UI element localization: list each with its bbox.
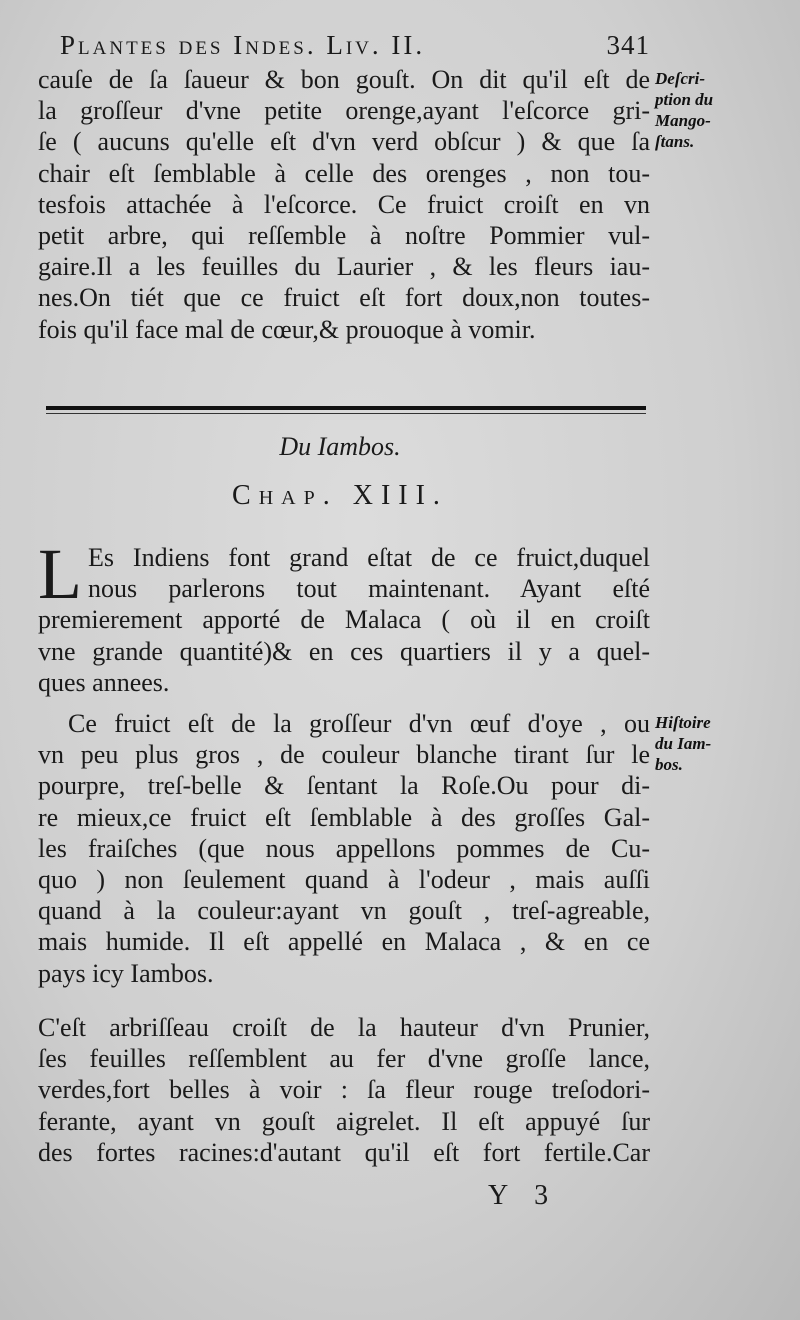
text-line: cauſe de ſa ſaueur & bon gouſt. On dit qu'il eſt de: [38, 65, 650, 94]
text-line: nes.On tiét que ce fruict eſt fort doux,non toutes-: [38, 283, 650, 313]
text-line: des fortes racines:d'autant qu'il eſt fort fertile.Car: [38, 1137, 650, 1167]
margin-note-iambos: [655, 712, 755, 775]
section-mangostans: [38, 64, 650, 345]
margin-note-line: bos.: [655, 755, 683, 774]
margin-note-line: Hiſtoire: [655, 713, 711, 732]
text-line: vne grande quantité)& en ces quartiers il y a quel-: [38, 636, 650, 666]
chapter-heading: Chap. XIII.: [232, 480, 448, 511]
running-title: Plantes des Indes. Liv. II.: [60, 30, 426, 60]
text-line: vn peu plus gros , de couleur blanche tirant ſur le: [38, 740, 650, 770]
text-line: re mieux,ce fruict eſt ſemblable à des groſſes Gal-: [38, 802, 650, 832]
drop-cap: L: [38, 534, 82, 614]
text-line: pays icy Iambos.: [38, 958, 214, 988]
text-line: nous parlerons tout maintenant. Ayant eſté: [87, 574, 650, 604]
text-line: tesfois attachée à l'eſcorce. Ce fruict croiſt en vn: [38, 189, 650, 219]
text-line: ſes feuilles reſſemblent au fer d'vne groſſe lance,: [38, 1044, 650, 1074]
margin-note-line: Mango-: [655, 111, 711, 130]
text-line: fois qu'il face mal de cœur,& prouoque à vomir.: [38, 314, 536, 344]
section-divider-thin: [46, 413, 646, 414]
margin-note-mangostans: [655, 68, 755, 152]
text-line: verdes,fort belles à voir : ſa fleur rouge treſodori-: [38, 1075, 650, 1105]
paragraph-tree: [38, 1012, 650, 1168]
running-header: [60, 30, 650, 61]
text-line: ferante, ayant vn gouſt aigrelet. Il eſt appuyé ſur: [38, 1106, 650, 1136]
text-line: la groſſeur d'vne petite orenge,ayant l'eſcorce gri-: [38, 96, 650, 126]
paragraph-intro: [38, 534, 650, 698]
text-line: ques annees.: [38, 667, 170, 697]
text-line: gaire.Il a les feuilles du Laurier , & les fleurs iau-: [38, 252, 650, 282]
page-number: 341: [606, 30, 650, 60]
text-line: chair eſt ſemblable à celle des orenges , non tou-: [38, 158, 650, 188]
section-divider: [46, 406, 646, 410]
text-line: ſe ( aucuns qu'elle eſt d'vn verd obſcur ) & que ſa: [38, 127, 650, 157]
text-line: premierement apporté de Malaca ( où il en croiſt: [38, 605, 650, 635]
margin-note-line: ſtans.: [655, 132, 695, 151]
paragraph-description: [38, 708, 650, 989]
section-subtitle: Du Iambos.: [279, 432, 401, 461]
text-line: quo ) non ſeulement quand à l'odeur , mais auſſi: [38, 865, 650, 895]
signature-mark: Y 3: [488, 1180, 559, 1211]
text-line: Ce fruict eſt de la groſſeur d'vn œuf d'oye , ou: [68, 709, 650, 738]
text-line: petit arbre, qui reſſemble à noſtre Pommier vul-: [38, 221, 650, 251]
margin-note-line: ption du: [655, 90, 714, 109]
text-line: les fraiſches (que nous appellons pommes de Cu-: [38, 833, 650, 863]
text-line: Es Indiens font grand eſtat de ce fruict,duquel: [87, 543, 650, 572]
text-line: mais humide. Il eſt appellé en Malaca , & en ce: [38, 927, 650, 957]
text-line: pourpre, treſ-belle & ſentant la Roſe.Ou pour di-: [38, 771, 650, 801]
text-line: quand à la couleur:ayant vn gouſt , treſ-agreable,: [38, 896, 650, 926]
text-line: C'eſt arbriſſeau croiſt de la hauteur d'vn Prunier,: [38, 1013, 650, 1042]
margin-note-line: du Iam-: [655, 734, 712, 753]
margin-note-line: Deſcri-: [655, 69, 706, 88]
